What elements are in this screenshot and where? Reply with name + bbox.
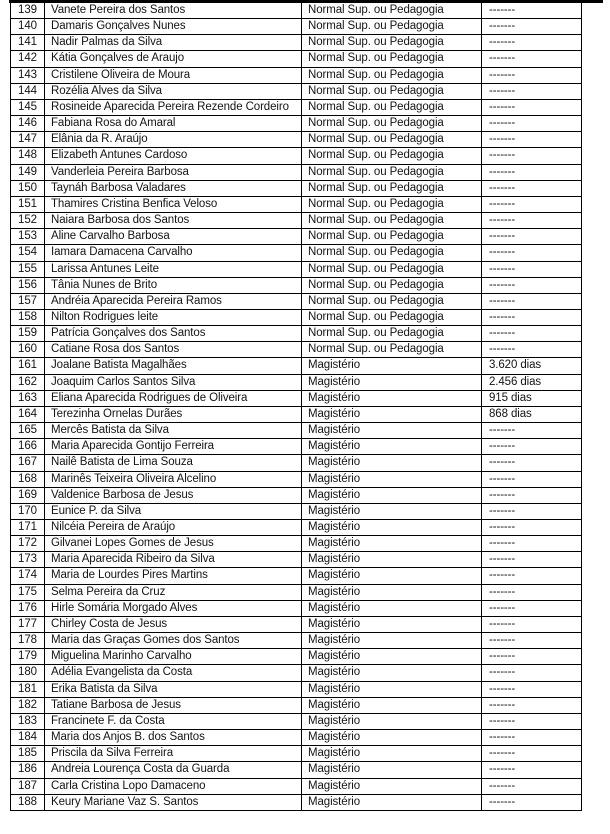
days-cell: -------: [482, 309, 582, 325]
name-cell: Maria das Graças Gomes dos Santos: [45, 633, 302, 649]
name-cell: Kátia Gonçalves de Araujo: [45, 51, 302, 67]
days-cell: -------: [482, 35, 582, 51]
days-cell: -------: [482, 649, 582, 665]
row-number-cell: 146: [11, 116, 45, 132]
name-cell: Terezinha Ornelas Durães: [45, 406, 302, 422]
row-number-cell: 185: [11, 746, 45, 762]
days-cell: -------: [482, 536, 582, 552]
table-row: [11, 277, 582, 293]
name-cell: Erika Batista da Silva: [45, 681, 302, 697]
days-cell: -------: [482, 423, 582, 439]
table-row: [11, 681, 582, 697]
name-cell: Carla Cristina Lopo Damaceno: [45, 778, 302, 794]
days-cell: -------: [482, 552, 582, 568]
table-row: [11, 148, 582, 164]
days-cell: -------: [482, 794, 582, 810]
row-number-cell: 145: [11, 99, 45, 115]
name-cell: Keury Mariane Vaz S. Santos: [45, 794, 302, 810]
name-cell: Valdenice Barbosa de Jesus: [45, 487, 302, 503]
row-number-cell: 173: [11, 552, 45, 568]
row-number-cell: 144: [11, 83, 45, 99]
name-cell: Thamires Cristina Benfica Veloso: [45, 196, 302, 212]
table-row: [11, 713, 582, 729]
qualification-cell: Magistério: [302, 374, 482, 390]
days-cell: -------: [482, 213, 582, 229]
row-number-cell: 168: [11, 471, 45, 487]
days-cell: -------: [482, 665, 582, 681]
row-number-cell: 172: [11, 536, 45, 552]
table-row: [11, 164, 582, 180]
table-row: [11, 697, 582, 713]
name-cell: Chirley Costa de Jesus: [45, 616, 302, 632]
table-row: [11, 423, 582, 439]
qualification-cell: Magistério: [302, 697, 482, 713]
qualification-cell: Magistério: [302, 794, 482, 810]
name-cell: Nilton Rodrigues leite: [45, 309, 302, 325]
qualification-cell: Magistério: [302, 358, 482, 374]
name-cell: Nailê Batista de Lima Souza: [45, 455, 302, 471]
days-cell: -------: [482, 616, 582, 632]
days-cell: -------: [482, 503, 582, 519]
name-cell: Gilvanei Lopes Gomes de Jesus: [45, 536, 302, 552]
row-number-cell: 154: [11, 245, 45, 261]
qualification-cell: Normal Sup. ou Pedagogia: [302, 196, 482, 212]
name-cell: Naiara Barbosa dos Santos: [45, 213, 302, 229]
name-cell: Patrícia Gonçalves dos Santos: [45, 326, 302, 342]
days-cell: 2.456 dias: [482, 374, 582, 390]
table-row: [11, 3, 582, 19]
qualification-cell: Normal Sup. ou Pedagogia: [302, 213, 482, 229]
days-cell: -------: [482, 568, 582, 584]
qualification-cell: Magistério: [302, 455, 482, 471]
name-cell: Taynáh Barbosa Valadares: [45, 180, 302, 196]
name-cell: Maria Aparecida Gontijo Ferreira: [45, 439, 302, 455]
row-number-cell: 182: [11, 697, 45, 713]
name-cell: Eunice P. da Silva: [45, 503, 302, 519]
table-row: [11, 99, 582, 115]
row-number-cell: 149: [11, 164, 45, 180]
qualification-cell: Normal Sup. ou Pedagogia: [302, 164, 482, 180]
qualification-cell: Normal Sup. ou Pedagogia: [302, 277, 482, 293]
row-number-cell: 183: [11, 713, 45, 729]
days-cell: -------: [482, 487, 582, 503]
name-cell: Nadir Palmas da Silva: [45, 35, 302, 51]
days-cell: -------: [482, 778, 582, 794]
table-row: [11, 762, 582, 778]
row-number-cell: 181: [11, 681, 45, 697]
name-cell: Catiane Rosa dos Santos: [45, 342, 302, 358]
days-cell: -------: [482, 455, 582, 471]
name-cell: Maria de Lourdes Pires Martins: [45, 568, 302, 584]
row-number-cell: 171: [11, 520, 45, 536]
name-cell: Selma Pereira da Cruz: [45, 584, 302, 600]
days-cell: -------: [482, 633, 582, 649]
qualification-cell: Normal Sup. ou Pedagogia: [302, 116, 482, 132]
days-cell: -------: [482, 471, 582, 487]
days-cell: -------: [482, 697, 582, 713]
days-cell: -------: [482, 746, 582, 762]
days-cell: -------: [482, 196, 582, 212]
table-row: [11, 649, 582, 665]
name-cell: Larissa Antunes Leite: [45, 261, 302, 277]
qualification-cell: Normal Sup. ou Pedagogia: [302, 83, 482, 99]
row-number-cell: 158: [11, 309, 45, 325]
name-cell: Fabiana Rosa do Amaral: [45, 116, 302, 132]
qualification-cell: Magistério: [302, 503, 482, 519]
name-cell: Vanderleia Pereira Barbosa: [45, 164, 302, 180]
row-number-cell: 175: [11, 584, 45, 600]
qualification-cell: Magistério: [302, 600, 482, 616]
name-cell: Damaris Gonçalves Nunes: [45, 19, 302, 35]
days-cell: -------: [482, 326, 582, 342]
row-number-cell: 147: [11, 132, 45, 148]
qualification-cell: Magistério: [302, 778, 482, 794]
qualification-cell: Normal Sup. ou Pedagogia: [302, 245, 482, 261]
name-cell: Tatiane Barbosa de Jesus: [45, 697, 302, 713]
qualification-cell: Magistério: [302, 520, 482, 536]
row-number-cell: 156: [11, 277, 45, 293]
roster-table-body: [11, 3, 582, 811]
name-cell: Adélia Evangelista da Costa: [45, 665, 302, 681]
days-cell: 3.620 dias: [482, 358, 582, 374]
days-cell: 868 dias: [482, 406, 582, 422]
qualification-cell: Normal Sup. ou Pedagogia: [302, 99, 482, 115]
name-cell: Maria Aparecida Ribeiro da Silva: [45, 552, 302, 568]
table-row: [11, 616, 582, 632]
name-cell: Hirle Somária Morgado Alves: [45, 600, 302, 616]
table-row: [11, 326, 582, 342]
days-cell: -------: [482, 730, 582, 746]
qualification-cell: Normal Sup. ou Pedagogia: [302, 19, 482, 35]
table-row: [11, 471, 582, 487]
row-number-cell: 152: [11, 213, 45, 229]
table-row: [11, 116, 582, 132]
row-number-cell: 165: [11, 423, 45, 439]
table-row: [11, 794, 582, 810]
qualification-cell: Magistério: [302, 746, 482, 762]
days-cell: -------: [482, 3, 582, 19]
table-row: [11, 406, 582, 422]
days-cell: -------: [482, 520, 582, 536]
table-row: [11, 132, 582, 148]
table-row: [11, 730, 582, 746]
row-number-cell: 178: [11, 633, 45, 649]
table-row: [11, 83, 582, 99]
qualification-cell: Magistério: [302, 423, 482, 439]
name-cell: Vanete Pereira dos Santos: [45, 3, 302, 19]
qualification-cell: Normal Sup. ou Pedagogia: [302, 261, 482, 277]
table-row: [11, 600, 582, 616]
days-cell: 915 dias: [482, 390, 582, 406]
table-row: [11, 455, 582, 471]
qualification-cell: Normal Sup. ou Pedagogia: [302, 67, 482, 83]
name-cell: Francinete F. da Costa: [45, 713, 302, 729]
qualification-cell: Normal Sup. ou Pedagogia: [302, 342, 482, 358]
table-row: [11, 568, 582, 584]
table-row: [11, 778, 582, 794]
table-row: [11, 67, 582, 83]
row-number-cell: 186: [11, 762, 45, 778]
qualification-cell: Magistério: [302, 552, 482, 568]
row-number-cell: 153: [11, 229, 45, 245]
row-number-cell: 142: [11, 51, 45, 67]
days-cell: -------: [482, 713, 582, 729]
table-row: [11, 35, 582, 51]
qualification-cell: Magistério: [302, 616, 482, 632]
table-row: [11, 358, 582, 374]
row-number-cell: 157: [11, 293, 45, 309]
days-cell: -------: [482, 439, 582, 455]
name-cell: Rosineide Aparecida Pereira Rezende Cordeiro: [45, 99, 302, 115]
qualification-cell: Magistério: [302, 439, 482, 455]
qualification-cell: Magistério: [302, 487, 482, 503]
table-row: [11, 342, 582, 358]
table-row: [11, 196, 582, 212]
table-row: [11, 213, 582, 229]
qualification-cell: Normal Sup. ou Pedagogia: [302, 180, 482, 196]
days-cell: -------: [482, 762, 582, 778]
qualification-cell: Magistério: [302, 390, 482, 406]
days-cell: -------: [482, 67, 582, 83]
row-number-cell: 163: [11, 390, 45, 406]
table-row: [11, 633, 582, 649]
row-number-cell: 141: [11, 35, 45, 51]
table-row: [11, 293, 582, 309]
row-number-cell: 174: [11, 568, 45, 584]
days-cell: -------: [482, 116, 582, 132]
days-cell: -------: [482, 99, 582, 115]
table-row: [11, 51, 582, 67]
table-row: [11, 487, 582, 503]
table-row: [11, 261, 582, 277]
qualification-cell: Magistério: [302, 762, 482, 778]
teacher-roster-table: [10, 2, 582, 811]
qualification-cell: Magistério: [302, 536, 482, 552]
row-number-cell: 169: [11, 487, 45, 503]
qualification-cell: Normal Sup. ou Pedagogia: [302, 3, 482, 19]
row-number-cell: 140: [11, 19, 45, 35]
name-cell: Nilcéia Pereira de Araújo: [45, 520, 302, 536]
qualification-cell: Magistério: [302, 471, 482, 487]
days-cell: -------: [482, 180, 582, 196]
days-cell: -------: [482, 342, 582, 358]
table-row: [11, 665, 582, 681]
name-cell: Rozélia Alves da Silva: [45, 83, 302, 99]
days-cell: -------: [482, 600, 582, 616]
qualification-cell: Magistério: [302, 649, 482, 665]
days-cell: -------: [482, 148, 582, 164]
name-cell: Iamara Damacena Carvalho: [45, 245, 302, 261]
qualification-cell: Normal Sup. ou Pedagogia: [302, 293, 482, 309]
name-cell: Eliana Aparecida Rodrigues de Oliveira: [45, 390, 302, 406]
name-cell: Elânia da R. Araújo: [45, 132, 302, 148]
name-cell: Mercês Batista da Silva: [45, 423, 302, 439]
qualification-cell: Normal Sup. ou Pedagogia: [302, 132, 482, 148]
days-cell: -------: [482, 19, 582, 35]
table-row: [11, 503, 582, 519]
row-number-cell: 176: [11, 600, 45, 616]
row-number-cell: 177: [11, 616, 45, 632]
name-cell: Andreia Lourença Costa da Guarda: [45, 762, 302, 778]
name-cell: Andréia Aparecida Pereira Ramos: [45, 293, 302, 309]
name-cell: Tânia Nunes de Brito: [45, 277, 302, 293]
row-number-cell: 166: [11, 439, 45, 455]
row-number-cell: 148: [11, 148, 45, 164]
qualification-cell: Magistério: [302, 406, 482, 422]
qualification-cell: Normal Sup. ou Pedagogia: [302, 309, 482, 325]
row-number-cell: 179: [11, 649, 45, 665]
days-cell: -------: [482, 293, 582, 309]
row-number-cell: 180: [11, 665, 45, 681]
table-row: [11, 746, 582, 762]
name-cell: Joaquim Carlos Santos Silva: [45, 374, 302, 390]
table-row: [11, 19, 582, 35]
row-number-cell: 170: [11, 503, 45, 519]
table-row: [11, 309, 582, 325]
days-cell: -------: [482, 261, 582, 277]
qualification-cell: Magistério: [302, 730, 482, 746]
qualification-cell: Magistério: [302, 584, 482, 600]
table-row: [11, 374, 582, 390]
row-number-cell: 167: [11, 455, 45, 471]
row-number-cell: 143: [11, 67, 45, 83]
qualification-cell: Magistério: [302, 681, 482, 697]
qualification-cell: Normal Sup. ou Pedagogia: [302, 148, 482, 164]
qualification-cell: Magistério: [302, 568, 482, 584]
table-row: [11, 584, 582, 600]
name-cell: Elizabeth Antunes Cardoso: [45, 148, 302, 164]
row-number-cell: 184: [11, 730, 45, 746]
name-cell: Aline Carvalho Barbosa: [45, 229, 302, 245]
row-number-cell: 159: [11, 326, 45, 342]
qualification-cell: Magistério: [302, 665, 482, 681]
qualification-cell: Normal Sup. ou Pedagogia: [302, 51, 482, 67]
qualification-cell: Normal Sup. ou Pedagogia: [302, 326, 482, 342]
days-cell: -------: [482, 584, 582, 600]
days-cell: -------: [482, 681, 582, 697]
name-cell: Miguelina Marinho Carvalho: [45, 649, 302, 665]
table-row: [11, 552, 582, 568]
table-row: [11, 180, 582, 196]
days-cell: -------: [482, 277, 582, 293]
days-cell: -------: [482, 83, 582, 99]
name-cell: Joalane Batista Magalhães: [45, 358, 302, 374]
days-cell: -------: [482, 164, 582, 180]
name-cell: Cristilene Oliveira de Moura: [45, 67, 302, 83]
row-number-cell: 188: [11, 794, 45, 810]
name-cell: Marinês Teixeira Oliveira Alcelino: [45, 471, 302, 487]
table-row: [11, 229, 582, 245]
days-cell: -------: [482, 229, 582, 245]
row-number-cell: 155: [11, 261, 45, 277]
name-cell: Maria dos Anjos B. dos Santos: [45, 730, 302, 746]
table-row: [11, 245, 582, 261]
table-row: [11, 520, 582, 536]
table-row: [11, 536, 582, 552]
row-number-cell: 162: [11, 374, 45, 390]
table-row: [11, 390, 582, 406]
qualification-cell: Magistério: [302, 713, 482, 729]
days-cell: -------: [482, 51, 582, 67]
row-number-cell: 139: [11, 3, 45, 19]
row-number-cell: 151: [11, 196, 45, 212]
qualification-cell: Magistério: [302, 633, 482, 649]
row-number-cell: 160: [11, 342, 45, 358]
qualification-cell: Normal Sup. ou Pedagogia: [302, 229, 482, 245]
row-number-cell: 187: [11, 778, 45, 794]
row-number-cell: 164: [11, 406, 45, 422]
row-number-cell: 150: [11, 180, 45, 196]
days-cell: -------: [482, 132, 582, 148]
qualification-cell: Normal Sup. ou Pedagogia: [302, 35, 482, 51]
days-cell: -------: [482, 245, 582, 261]
row-number-cell: 161: [11, 358, 45, 374]
table-row: [11, 439, 582, 455]
name-cell: Priscila da Silva Ferreira: [45, 746, 302, 762]
